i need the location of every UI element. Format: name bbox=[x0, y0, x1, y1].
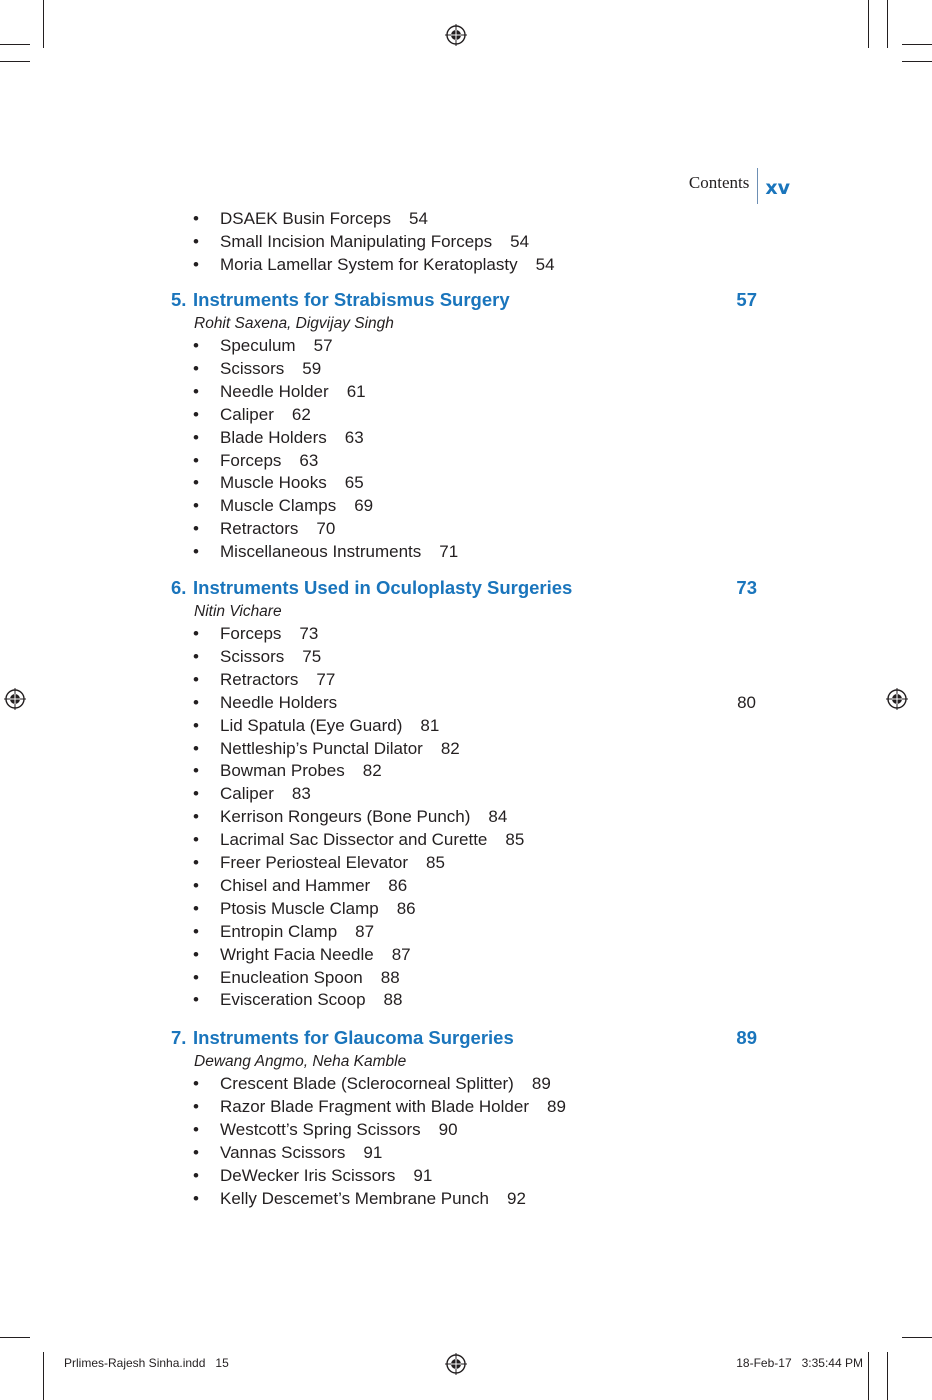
running-header-label: Contents bbox=[688, 173, 750, 192]
toc-entry-page: 71 bbox=[439, 542, 459, 562]
toc-entry-label: Blade Holders bbox=[220, 427, 327, 447]
chapter-page: 73 bbox=[736, 577, 757, 598]
chapter-number: 6. bbox=[171, 577, 187, 598]
toc-entry-page: 91 bbox=[363, 1142, 383, 1162]
bullet-icon: • bbox=[193, 807, 199, 827]
bullet-icon: • bbox=[193, 761, 199, 781]
toc-entry-text-group bbox=[220, 967, 400, 989]
bullet-icon: • bbox=[193, 738, 199, 758]
toc-entry-page: 54 bbox=[409, 209, 428, 228]
bullet-icon: • bbox=[193, 990, 199, 1010]
bullet-icon: • bbox=[193, 1096, 199, 1116]
toc-entry-page: 54 bbox=[510, 232, 530, 251]
toc-entry-label: Moria Lamellar System for Keratoplasty bbox=[220, 255, 518, 274]
toc-entry-text-group bbox=[220, 944, 411, 966]
chapter-page: 89 bbox=[736, 1027, 757, 1048]
toc-entry-text-group bbox=[220, 1165, 432, 1187]
bullet-icon: • bbox=[193, 1142, 199, 1162]
bullet-icon: • bbox=[193, 669, 199, 689]
toc-entry-text-group bbox=[220, 623, 318, 645]
bullet-icon: • bbox=[193, 1165, 199, 1185]
toc-entry-text-group bbox=[220, 541, 458, 563]
toc-entry-label: Caliper bbox=[220, 784, 274, 804]
toc-entry-page: 63 bbox=[299, 450, 319, 470]
toc-entry-text-group bbox=[220, 472, 364, 494]
crop-mark bbox=[868, 1352, 869, 1400]
toc-entry-label: Enucleation Spoon bbox=[220, 967, 363, 987]
toc-entry-text-group bbox=[220, 875, 407, 897]
toc-entry-text-group bbox=[220, 208, 428, 230]
toc-entry-page: 85 bbox=[505, 830, 525, 850]
toc-entry-page: 91 bbox=[413, 1165, 433, 1185]
chapter-number: 5. bbox=[171, 289, 187, 310]
crop-mark bbox=[902, 44, 932, 45]
bullet-icon: • bbox=[193, 473, 199, 493]
toc-entry-label: Needle Holder bbox=[220, 381, 329, 401]
toc-entry-text-group bbox=[220, 358, 321, 380]
toc-entry-label: Lid Spatula (Eye Guard) bbox=[220, 715, 403, 735]
bullet-icon: • bbox=[193, 381, 199, 401]
toc-entry-page: 86 bbox=[396, 898, 416, 918]
toc-entry-label: Retractors bbox=[220, 519, 299, 539]
bullet-icon: • bbox=[193, 898, 199, 918]
toc-entry-page: 77 bbox=[316, 669, 336, 689]
toc-entry-label: Lacrimal Sac Dissector and Curette bbox=[220, 830, 488, 850]
bullet-icon: • bbox=[193, 542, 199, 562]
toc-entry-page: 62 bbox=[291, 404, 311, 424]
crop-mark bbox=[0, 44, 30, 45]
toc-entry-label: Scissors bbox=[220, 646, 285, 666]
registration-mark-icon bbox=[445, 1353, 467, 1375]
page-number: xv bbox=[765, 177, 790, 199]
bullet-icon: • bbox=[193, 404, 199, 424]
crop-mark bbox=[43, 0, 44, 48]
toc-entry-text-group bbox=[220, 852, 445, 874]
toc-entry-label: Forceps bbox=[220, 624, 282, 643]
crop-mark bbox=[887, 1352, 888, 1400]
toc-entry-page: 89 bbox=[531, 1074, 551, 1093]
toc-entry-page: 88 bbox=[383, 990, 403, 1010]
chapter-title: Instruments Used in Oculoplasty Surgeries bbox=[193, 577, 573, 598]
bullet-icon: • bbox=[193, 853, 199, 872]
bullet-icon: • bbox=[193, 1119, 199, 1139]
toc-entry-text-group bbox=[220, 427, 364, 449]
toc-entry-label: Muscle Clamps bbox=[220, 496, 337, 516]
chapter-authors: Rohit Saxena, Digvijay Singh bbox=[194, 315, 394, 332]
chapter-title: Instruments for Glaucoma Surgeries bbox=[193, 1027, 514, 1048]
toc-entry-page: 85 bbox=[426, 853, 445, 872]
toc-entry-text-group bbox=[220, 715, 439, 737]
bullet-icon: • bbox=[193, 624, 199, 643]
toc-entry-page: 69 bbox=[354, 496, 374, 516]
toc-entry-page: 63 bbox=[344, 427, 364, 447]
bullet-icon: • bbox=[193, 715, 199, 735]
crop-mark bbox=[902, 1337, 932, 1338]
bullet-icon: • bbox=[193, 1188, 199, 1208]
toc-entry-page: 84 bbox=[488, 807, 508, 827]
toc-entry-page: 65 bbox=[344, 473, 364, 493]
toc-entry-label: DSAEK Busin Forceps bbox=[220, 209, 392, 228]
bullet-icon: • bbox=[193, 830, 199, 850]
bullet-icon: • bbox=[193, 692, 199, 712]
bullet-icon: • bbox=[193, 646, 199, 666]
toc-entry-page: 88 bbox=[380, 967, 400, 987]
toc-entry-label: Muscle Hooks bbox=[220, 473, 327, 493]
chapter-number: 7. bbox=[171, 1027, 187, 1048]
bullet-icon: • bbox=[193, 519, 199, 539]
toc-entry-label: Retractors bbox=[220, 669, 299, 689]
toc-entry-text-group bbox=[220, 669, 335, 691]
bullet-icon: • bbox=[193, 1074, 199, 1093]
toc-entry-page: 87 bbox=[391, 944, 411, 964]
registration-mark-icon bbox=[445, 24, 467, 46]
toc-entry-text-group bbox=[220, 450, 318, 472]
toc-entry-label: Miscellaneous Instruments bbox=[220, 542, 422, 562]
toc-entry-page: 87 bbox=[355, 921, 375, 941]
header-divider bbox=[757, 168, 758, 204]
toc-entry-label: Razor Blade Fragment with Blade Holder bbox=[220, 1096, 529, 1116]
toc-entry-text-group bbox=[220, 760, 382, 782]
toc-entry-label: Chisel and Hammer bbox=[220, 875, 371, 895]
toc-entry-page: 92 bbox=[506, 1188, 526, 1208]
toc-entry-text-group bbox=[220, 254, 555, 276]
bullet-icon: • bbox=[193, 209, 199, 228]
toc-entry-label: Ptosis Muscle Clamp bbox=[220, 898, 379, 918]
toc-entry-text-group bbox=[220, 231, 529, 253]
toc-entry-label: Freer Periosteal Elevator bbox=[220, 853, 409, 872]
registration-mark-icon bbox=[886, 688, 908, 710]
toc-entry-label: Crescent Blade (Sclerocorneal Splitter) bbox=[220, 1074, 514, 1093]
toc-entry-text-group bbox=[220, 404, 311, 426]
bullet-icon: • bbox=[193, 875, 199, 895]
toc-entry-label: Bowman Probes bbox=[220, 761, 345, 781]
toc-entry-page: 89 bbox=[546, 1096, 566, 1116]
toc-entry-text-group bbox=[220, 783, 311, 805]
toc-entry-text-group bbox=[220, 646, 321, 668]
toc-entry-page: 86 bbox=[388, 875, 408, 895]
toc-entry-text-group bbox=[220, 518, 335, 540]
toc-entry-page: 75 bbox=[302, 646, 322, 666]
toc-entry-label: Entropin Clamp bbox=[220, 921, 338, 941]
toc-entry-label: Kerrison Rongeurs (Bone Punch) bbox=[220, 807, 471, 827]
toc-entry-text-group bbox=[220, 495, 373, 517]
toc-entry-page: 81 bbox=[420, 715, 440, 735]
chapter-authors: Dewang Angmo, Neha Kamble bbox=[194, 1053, 407, 1070]
toc-entry-page: 70 bbox=[316, 519, 336, 539]
toc-entry-label: Vannas Scissors bbox=[220, 1142, 346, 1162]
bullet-icon: • bbox=[193, 450, 199, 470]
toc-entry-page: 82 bbox=[362, 761, 382, 781]
bullet-icon: • bbox=[193, 427, 199, 447]
chapter-page: 57 bbox=[736, 289, 757, 310]
toc-entry-text-group bbox=[220, 921, 374, 943]
toc-entry-label: Small Incision Manipulating Forceps bbox=[220, 232, 493, 251]
toc-entry-page: 80 bbox=[737, 692, 756, 712]
toc-entry-page: 73 bbox=[299, 624, 319, 643]
slug-timestamp: 18-Feb-17 3:35:44 PM bbox=[736, 1356, 863, 1370]
toc-entry-text-group bbox=[220, 381, 366, 403]
crop-mark bbox=[887, 0, 888, 48]
crop-mark bbox=[0, 1337, 30, 1338]
toc-entry-text-group bbox=[220, 1096, 566, 1118]
toc-entry-label: Caliper bbox=[220, 404, 274, 424]
bullet-icon: • bbox=[193, 336, 199, 355]
crop-mark bbox=[43, 1352, 44, 1400]
toc-entry-label: DeWecker Iris Scissors bbox=[220, 1165, 396, 1185]
toc-entry-label: Scissors bbox=[220, 358, 285, 378]
bullet-icon: • bbox=[193, 255, 199, 274]
chapter-authors: Nitin Vichare bbox=[194, 603, 282, 620]
toc-entry-page: 82 bbox=[440, 738, 460, 758]
toc-entry-label: Needle Holders bbox=[220, 692, 338, 712]
toc-entry-text-group bbox=[220, 335, 333, 357]
bullet-icon: • bbox=[193, 784, 199, 804]
toc-entry-page: 83 bbox=[291, 784, 311, 804]
toc-entry-text-group bbox=[220, 692, 337, 714]
chapter-title: Instruments for Strabismus Surgery bbox=[193, 289, 510, 310]
bullet-icon: • bbox=[193, 921, 199, 941]
toc-entry-label: Forceps bbox=[220, 450, 282, 470]
toc-entry-text-group bbox=[220, 1073, 551, 1095]
toc-entry-text-group bbox=[220, 1119, 458, 1141]
toc-entry-text-group bbox=[220, 806, 507, 828]
toc-entry-page: 61 bbox=[346, 381, 366, 401]
toc-entry-page: 90 bbox=[438, 1119, 458, 1139]
bullet-icon: • bbox=[193, 944, 199, 964]
bullet-icon: • bbox=[193, 967, 199, 987]
bullet-icon: • bbox=[193, 232, 199, 251]
toc-entry-page: 54 bbox=[535, 255, 555, 274]
toc-entry-label: Speculum bbox=[220, 336, 296, 355]
toc-entry-page: 57 bbox=[313, 336, 333, 355]
registration-mark-icon bbox=[4, 688, 26, 710]
toc-entry-label: Evisceration Scoop bbox=[220, 990, 366, 1010]
crop-mark bbox=[0, 61, 30, 62]
toc-entry-text-group bbox=[220, 898, 416, 920]
toc-entry-text-group bbox=[220, 989, 402, 1011]
toc-entry-text-group bbox=[220, 829, 524, 851]
bullet-icon: • bbox=[193, 358, 199, 378]
toc-entry-label: Westcott’s Spring Scissors bbox=[220, 1119, 421, 1139]
toc-entry-page: 59 bbox=[302, 358, 322, 378]
toc-entry-text-group bbox=[220, 1188, 526, 1210]
toc-entry-label: Kelly Descemet’s Membrane Punch bbox=[220, 1188, 489, 1208]
toc-entry-text-group bbox=[220, 1142, 382, 1164]
toc-entry-label: Wright Facia Needle bbox=[220, 944, 374, 964]
slug-filename: Prlimes-Rajesh Sinha.indd 15 bbox=[64, 1356, 229, 1370]
bullet-icon: • bbox=[193, 496, 199, 516]
crop-mark bbox=[868, 0, 869, 48]
toc-entry-text-group bbox=[220, 738, 460, 760]
crop-mark bbox=[902, 61, 932, 62]
running-header bbox=[689, 168, 790, 204]
toc-entry-label: Nettleship’s Punctal Dilator bbox=[220, 738, 423, 758]
